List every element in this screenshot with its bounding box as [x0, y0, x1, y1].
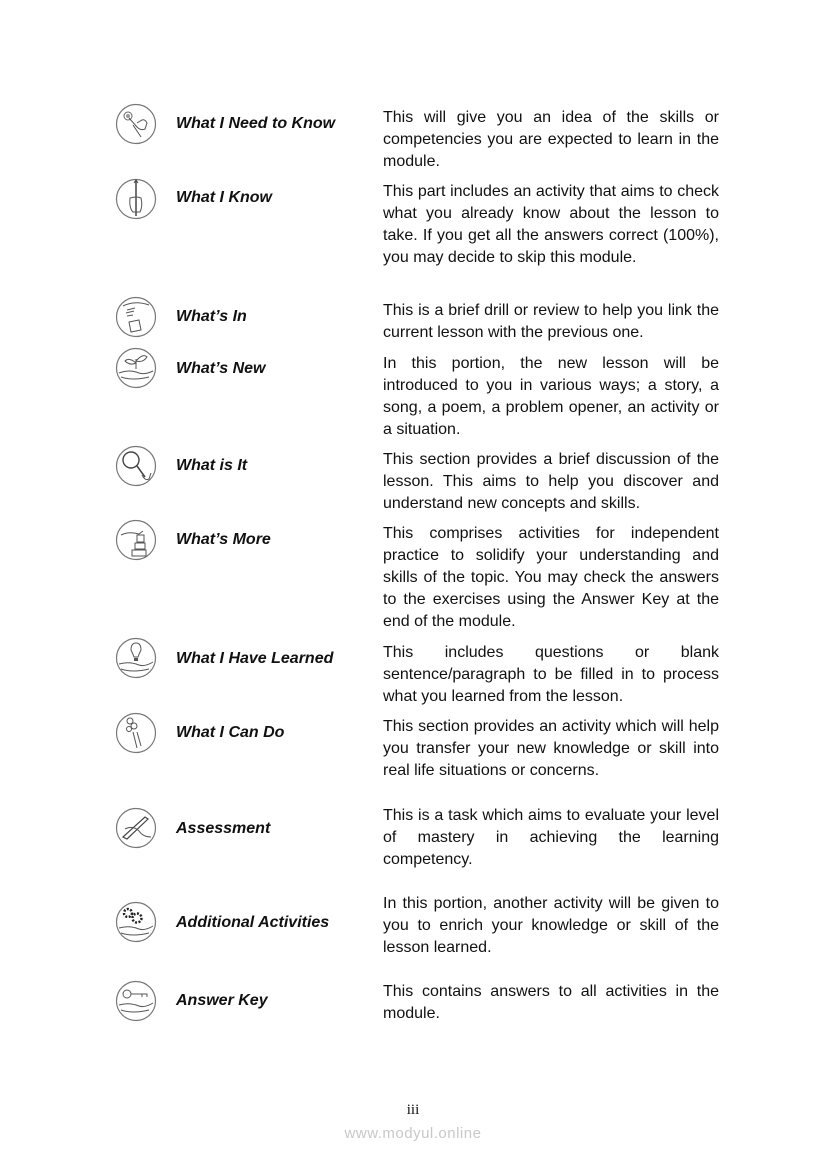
section-title: Assessment [176, 820, 271, 837]
section-title: What I Need to Know [176, 115, 336, 132]
hand-drawing-icon [115, 296, 157, 338]
section-title: What is It [176, 457, 248, 474]
hand-pointing-icon [115, 103, 157, 145]
section-description: In this portion, another activity will be given to you to enrich your knowledge or skill of the lesson learned. [383, 895, 719, 956]
section-description: This is a task which aims to evaluate your level of mastery in achieving the learning competency. [383, 807, 719, 868]
section-title: What’s New [176, 360, 266, 377]
hand-lightbulb-icon [115, 637, 157, 679]
section-title: What’s In [176, 308, 247, 325]
hand-plant-icon [115, 347, 157, 389]
hand-pencil-icon [115, 178, 157, 220]
hand-gears-icon [115, 712, 157, 754]
section-description: This section provides a brief discussion of the lesson. This aims to help you discover and understand new concepts and skills. [383, 451, 719, 512]
section-title: What I Know [176, 189, 272, 206]
section-description: This part includes an activity that aims to check what you already know about the lesson to take. If you get all the answers correct (100%), you may decide to skip this module. [383, 183, 719, 266]
section-title: What I Can Do [176, 724, 285, 741]
section-description: This will give you an idea of the skills or competencies you are expected to learn in the module. [383, 109, 719, 170]
section-description: This contains answers to all activities in the module. [383, 983, 719, 1022]
section-title: Answer Key [176, 992, 268, 1009]
hand-cogs-icon [115, 901, 157, 943]
hand-key-icon [115, 980, 157, 1022]
section-title: What I Have Learned [176, 650, 334, 667]
watermark: www.modyul.online [344, 1125, 482, 1142]
section-description: This is a brief drill or review to help you link the current lesson with the previous one. [383, 302, 719, 341]
hand-blocks-icon [115, 519, 157, 561]
section-description: In this portion, the new lesson will be introduced to you in various ways; a story, a song, a poem, a problem opener, an activity or a situation. [383, 355, 719, 438]
magnifying-glass-icon [115, 445, 157, 487]
page-number: iii [406, 1102, 420, 1118]
section-title: Additional Activities [176, 914, 330, 931]
section-description: This includes questions or blank sentence/paragraph to be filled in to process what you learned from the lesson. [383, 644, 719, 705]
hand-writing-icon [115, 807, 157, 849]
section-title: What’s More [176, 531, 271, 548]
section-description: This section provides an activity which will help you transfer your new knowledge or skill into real life situations or concerns. [383, 718, 719, 779]
section-description: This comprises activities for independent practice to solidify your understanding and skills of the topic. You may check the answers to the exercises using the Answer Key at the end of the module. [383, 525, 719, 630]
